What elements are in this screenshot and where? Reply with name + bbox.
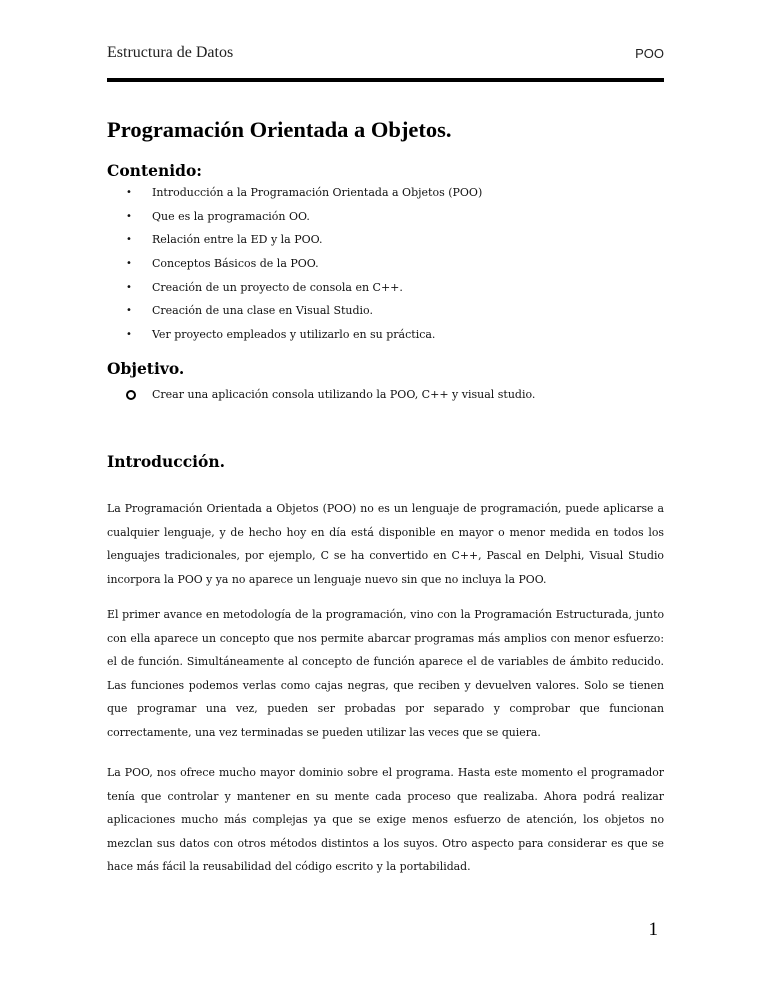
objetivo-heading: Objetivo. <box>107 359 185 378</box>
circle-bullet-icon <box>126 390 136 400</box>
bullet-icon: • <box>126 258 132 270</box>
header-course-title: Estructura de Datos <box>107 44 234 61</box>
intro-paragraph-1: La Programación Orientada a Objetos (POO) no es un lenguaje de programación, puede aplicarse a cualquier lenguaje, y de hecho hoy en día está disponible en mayor o menor medida en todos los lenguajes tradicionales, por ejemplo, C se ha convertido en C++, Pascal en Delphi, Visual Studio incorpora la POO y ya no aparece un lenguaje nuevo sin que no incluya la POO. <box>107 502 664 586</box>
list-item: • Creación de un proyecto de consola en C++. <box>107 276 667 300</box>
page-title: Programación Orientada a Objetos. <box>107 117 452 142</box>
introduccion-heading: Introducción. <box>107 452 226 471</box>
list-item: • Ver proyecto empleados y utilizarlo en su práctica. <box>107 323 667 347</box>
bullet-icon: • <box>126 329 132 341</box>
bullet-icon: • <box>126 281 132 293</box>
intro-paragraph-2: El primer avance en metodología de la programación, vino con la Programación Estructurada, junto con ella aparece un concepto que nos permite abarcar programas más amplios con menor esfuerzo: el de función. Simultáneamente al concepto de función aparece el de variables de ámbito reducido. Las funciones podemos verlas como cajas negras, que reciben y devuelven valores. Solo se tienen que programar una vez, pueden ser probadas por separado y comprobar que funcionan correctamente, una vez terminadas se pueden utilizar las veces que se quiera. <box>107 608 664 739</box>
bullet-icon: • <box>126 305 132 317</box>
list-item: • Que es la programación OO. <box>107 205 667 229</box>
list-item: • Introducción a la Programación Orientada a Objetos (POO) <box>107 181 667 205</box>
header-topic: POO <box>635 46 664 61</box>
document-page: Estructura de Datos POO Programación Orientada a Objetos. Contenido: • Introducción a la Programación Orientada a Objetos (POO) • Que es la programación OO. • Relación entre la ED y la POO. • Conceptos Básicos de la POO. • Creación de un proyecto de consola en C++. • Creación de una clase en Visual Studio. • Ver proyecto empleados y utilizarlo en su práctica. Objetivo. Crear una aplicación consola utilizando la POO, C++ y visual studio. Introducción. La Programación Orientada a Objetos (POO) no es un lenguaje de programación, puede aplicarse a cualquier lenguaje, y de hecho hoy en día está disponible en mayor o menor medida en todos los lenguajes tradicionales, por ejemplo, C se ha convertido en C++, Pascal en Delphi, Visual Studio incorpora la POO y ya no aparece un lenguaje nuevo sin que no incluya la POO. El primer avance en metodología de la programación, vino con la Programación Estructurada, junto con ella aparece un concepto que nos permite abarcar programas más amplios con menor esfuerzo: el de función. Simultáneamente al concepto de función aparece el de variables de ámbito reducido. Las funciones podemos verlas como cajas negras, que reciben y devuelven valores. Solo se tienen que programar una vez, pueden ser probadas por separado y comprobar que funcionan correctamente, una vez terminadas se pueden utilizar las veces que se quiera. La POO, nos ofrece mucho mayor dominio sobre el programa. Hasta este momento el programador tenía que controlar y mantener en su mente cada proceso que realizaba. Ahora podrá realizar aplicaciones mucho más complejas ya que se exige menos esfuerzo de atención, los objetos no mezclan sus datos con otros métodos distintos a los suyos. Otro aspecto para considerar es que se hace más fácil la reusabilidad del código escrito y la portabilidad. 1 <box>0 0 768 994</box>
list-item: • Relación entre la ED y la POO. <box>107 228 667 252</box>
bullet-icon: • <box>126 210 132 222</box>
contenido-list <box>107 181 667 347</box>
bullet-icon: • <box>126 234 132 246</box>
list-item: • Conceptos Básicos de la POO. <box>107 252 667 276</box>
contenido-heading: Contenido: <box>107 161 203 180</box>
header-rule <box>107 78 664 82</box>
list-item: • Creación de una clase en Visual Studio. <box>107 299 667 323</box>
intro-paragraph-3: La POO, nos ofrece mucho mayor dominio sobre el programa. Hasta este momento el programador tenía que controlar y mantener en su mente cada proceso que realizaba. Ahora podrá realizar aplicaciones mucho más complejas ya que se exige menos esfuerzo de atención, los objetos no mezclan sus datos con otros métodos distintos a los suyos. Otro aspecto para considerar es que se hace más fácil la reusabilidad del código escrito y la portabilidad. <box>107 766 664 873</box>
bullet-icon: • <box>126 187 132 198</box>
page-number: 1 <box>648 919 658 940</box>
